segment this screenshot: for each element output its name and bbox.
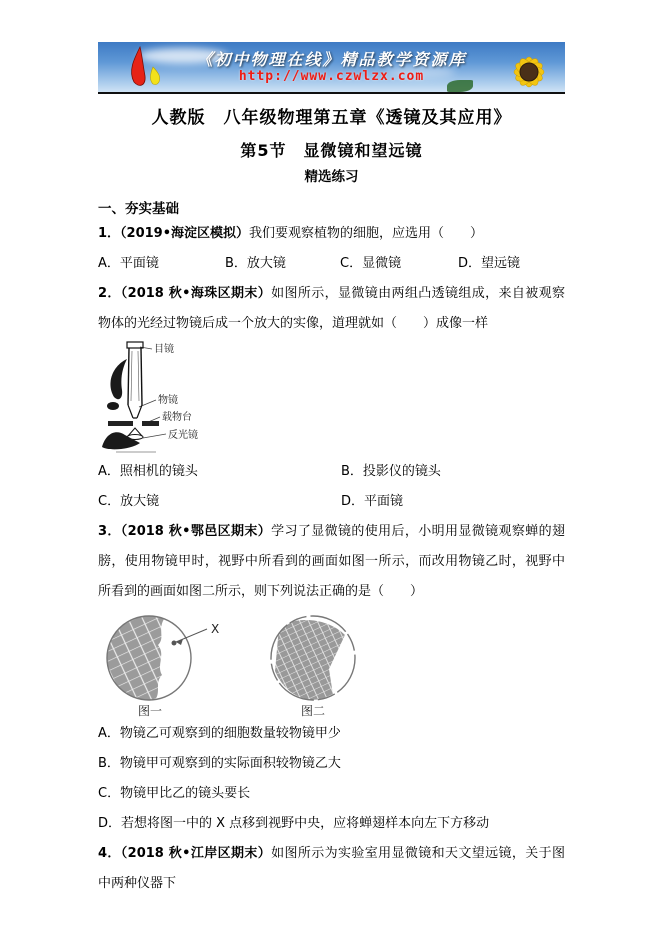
- section-heading: 一、夯实基础: [98, 201, 179, 217]
- microscope-label-stage: 载物台: [162, 412, 192, 423]
- option-b: B．放大镜: [225, 256, 286, 271]
- course-title: 人教版 八年级物理第五章《透镜及其应用》: [151, 108, 512, 128]
- viewfield-figure-1: [104, 613, 239, 719]
- site-banner: [98, 42, 565, 94]
- option-b: B．投影仪的镜头: [341, 464, 441, 479]
- question-2-prefix: 2．（2018 秋•海珠区期末）: [98, 286, 272, 301]
- microscope-label-mirror: 反光镜: [168, 430, 198, 441]
- sunflower-icon: [497, 42, 561, 94]
- question-1-prefix: 1．（2019•海淀区模拟）: [98, 226, 250, 241]
- question-3-stem: [98, 517, 565, 607]
- banner-url: http://www.czwlzx.com: [238, 69, 425, 84]
- question-2-text: 如图所示，显微镜由两组凸透镜组成，来自被观察物体的光经过物镜后成一个放大的实像，道理就如（ ）成像一样: [98, 286, 565, 331]
- option-a: A．物镜乙可观察到的细胞数量较物镜甲少: [98, 726, 341, 741]
- question-4-text: 如图所示为实验室用显微镜和天文望远镜，关于图中两种仪器下: [98, 846, 565, 891]
- question-2-stem: [98, 279, 565, 339]
- banner-title: 《初中物理在线》精品教学资源库: [196, 50, 467, 69]
- figure-1-caption: 图一: [137, 704, 162, 718]
- question-4-prefix: 4．（2018 秋•江岸区期末）: [98, 846, 272, 861]
- microscope-label-objective: 物镜: [158, 395, 178, 406]
- lesson-title: 第5节 显微镜和望远镜: [240, 141, 423, 160]
- question-3-prefix: 3．（2018 秋•鄂邑区期末）: [98, 524, 272, 539]
- option-c: C．放大镜: [98, 494, 160, 509]
- x-point-marker: [172, 641, 177, 646]
- question-3-text: 学习了显微镜的使用后，小明用显微镜观察蝉的翅膀，使用物镜甲时，视野中所看到的画面如图一所示，而改用物镜乙时，视野中所看到的画面如图二所示，则下列说法正确的是（ ）: [98, 524, 565, 599]
- option-b: B．物镜甲可观察到的实际面积较物镜乙大: [98, 756, 341, 771]
- figure-2-caption: 图二: [300, 704, 325, 718]
- practice-tagline: 精选练习: [304, 169, 359, 185]
- microscope-figure: [98, 339, 565, 457]
- option-c: C．显微镜: [340, 256, 402, 271]
- option-a: A．平面镜: [98, 256, 159, 271]
- option-c: C．物镜甲比乙的镜头要长: [98, 786, 251, 801]
- microscope-label-eyepiece: 目镜: [154, 344, 174, 355]
- option-d: D．望远镜: [458, 256, 521, 271]
- question-4-stem: [98, 839, 565, 899]
- option-d: D．若想将图一中的 X 点移到视野中央，应将蝉翅样本向左下方移动: [98, 816, 490, 831]
- question-1-options: [98, 249, 565, 279]
- option-a: A．照相机的镜头: [98, 464, 198, 479]
- question-3-options: [98, 719, 565, 839]
- leaf-decoration: [447, 80, 473, 92]
- question-1-text: 我们要观察植物的细胞，应选用（ ）: [249, 226, 484, 241]
- x-marker-label: X: [211, 622, 220, 636]
- viewfield-figures: [104, 613, 565, 719]
- question-2-options: [98, 457, 565, 517]
- option-d: D．平面镜: [341, 494, 404, 509]
- question-1-stem: [98, 219, 565, 249]
- viewfield-figure-2: [265, 613, 361, 719]
